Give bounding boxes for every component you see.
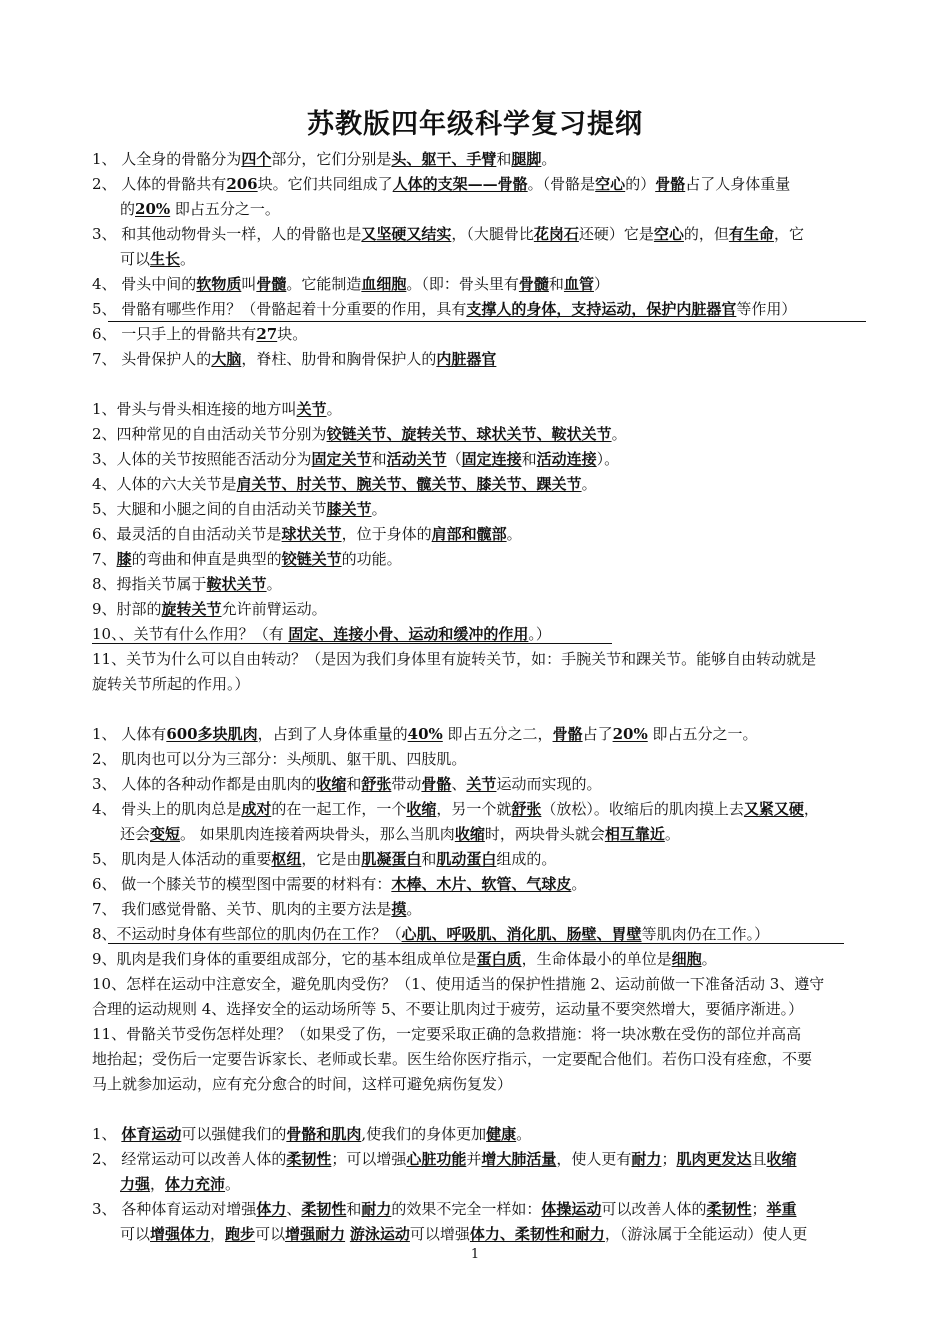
text-line: 1、 人体有600多块肌肉，占到了人身体重量的40% 即占五分之二，骨骼占了20% 即占五分之一。 xyxy=(92,725,758,743)
text-line: 6、最灵活的自由活动关节是球状关节，位于身体的肩部和髋部。 xyxy=(92,525,522,543)
page-title: 苏教版四年级科学复习提纲 xyxy=(307,109,643,140)
text-line: 2、四种常见的自由活动关节分别为铰链关节、旋转关节、球状关节、鞍状关节。 xyxy=(92,425,627,443)
text-line: 5、大腿和小腿之间的自由活动关节膝关节。 xyxy=(92,500,387,518)
text-line: 9、肌肉是我们身体的重要组成部分，它的基本组成单位是蛋白质，生命体最小的单位是细胞。 xyxy=(92,950,717,968)
text-line: 3、 和其他动物骨头一样，人的骨骼也是又坚硬又结实，（大腿骨比花岗石还硬）它是空心的，但有生命，它 xyxy=(92,225,804,243)
text-line: 10、怎样在运动中注意安全，避免肌肉受伤？（1、使用适当的保护性措施 2、运动前做一下准备活动 3、遵守 xyxy=(92,975,825,993)
text-line: 马上就参加运动，应有充分愈合的时间，这样可避免病伤复发） xyxy=(92,1075,513,1093)
text-line: 4、 骨头中间的软物质叫骨髓。它能制造血细胞。（即：骨头里有骨髓和血管） xyxy=(92,275,609,293)
text-line: 3、 人体的各种动作都是由肌肉的收缩和舒张带动骨骼、关节运动而实现的。 xyxy=(92,775,602,793)
text-line: 8、拇指关节属于鞍状关节。 xyxy=(92,575,282,593)
text-line: 11、骨骼关节受伤怎样处理？（如果受了伤，一定要采取正确的急救措施：将一块冰敷在受伤的部位并高高 xyxy=(92,1025,802,1043)
text-line: 2、 经常运动可以改善人体的柔韧性；可以增强心脏功能并增大肺活量，使人更有耐力；肌肉更发达且收缩 xyxy=(92,1150,797,1168)
text-line: 4、人体的六大关节是肩关节、肘关节、腕关节、髋关节、膝关节、踝关节。 xyxy=(92,475,597,493)
text-line: 4、 骨头上的肌肉总是成对的在一起工作，一个收缩，另一个就舒张（放松）。收缩后的肌肉摸上去又紧又硬， xyxy=(92,800,819,818)
text-line: 合理的运动规则 4、选择安全的运动场所等 5、不要让肌肉过于疲劳，运动量不要突然增大，要循序渐进。） xyxy=(92,1000,804,1018)
text-line: 地抬起；受伤后一定要告诉家长、老师或长辈。医生给你医疗指示，一定要配合他们。若伤口没有痊愈，不要 xyxy=(92,1050,813,1068)
text-line: 11、关节为什么可以自由转动？（是因为我们身体里有旋转关节，如：手腕关节和踝关节。能够自由转动就是 xyxy=(92,650,817,668)
underline-rule xyxy=(108,321,866,322)
text-line: 1、 体育运动可以强健我们的骨骼和肌肉,使我们的身体更加健康。 xyxy=(92,1125,532,1143)
text-line: 9、肘部的旋转关节允许前臂运动。 xyxy=(92,600,327,618)
text-line: 6、 一只手上的骨骼共有27块。 xyxy=(92,325,308,343)
text-line: 可以生长。 xyxy=(120,250,196,268)
text-line: 6、 做一个膝关节的模型图中需要的材料有：木棒、木片、软管、气球皮。 xyxy=(92,875,587,893)
text-line: 3、人体的关节按照能否活动分为固定关节和活动关节（固定连接和活动连接）。 xyxy=(92,450,620,468)
text-line: 1、骨头与骨头相连接的地方叫关节。 xyxy=(92,400,342,418)
underline-rule xyxy=(108,943,844,944)
text-line: 旋转关节所起的作用。） xyxy=(92,675,250,693)
text-line: 可以增强体力，跑步可以增强耐力 游泳运动可以增强体力、柔韧性和耐力，（游泳属于全能运动）使人更 xyxy=(120,1225,808,1243)
text-line: 2、 肌肉也可以分为三部分：头颅肌、躯干肌、四肢肌。 xyxy=(92,750,467,768)
text-line: 7、 我们感觉骨骼、关节、肌肉的主要方法是摸。 xyxy=(92,900,422,918)
text-line: 3、 各种体育运动对增强体力、柔韧性和耐力的效果不完全一样如：体操运动可以改善人体的柔韧性；举重 xyxy=(92,1200,797,1218)
text-line: 7、膝的弯曲和伸直是典型的铰链关节的功能。 xyxy=(92,550,402,568)
underline-rule xyxy=(92,643,612,644)
text-line: 5、 骨骼有哪些作用？（骨骼起着十分重要的作用，具有支撑人的身体，支持运动，保护内脏器官等作用） xyxy=(92,300,797,318)
page-number: 1 xyxy=(470,1247,480,1262)
text-line: 还会变短。 如果肌肉连接着两块骨头，那么当肌肉收缩时，两块骨头就会相互靠近。 xyxy=(120,825,680,843)
text-line: 1、 人全身的骨骼分为四个部分，它们分别是头、躯干、手臂和腿脚。 xyxy=(92,150,557,168)
text-line: 力强，体力充沛。 xyxy=(120,1175,241,1193)
text-line: 10、、关节有什么作用？（有 固定、连接小骨、运动和缓冲的作用。） xyxy=(92,625,551,643)
text-line: 5、 肌肉是人体活动的重要枢纽，它是由肌凝蛋白和肌动蛋白组成的。 xyxy=(92,850,557,868)
text-line: 的20% 即占五分之一。 xyxy=(120,200,280,218)
text-line: 8、不运动时身体有些部位的肌肉仍在工作？（心肌、呼吸肌、消化肌、肠壁、胃壁等肌肉仍在工作。） xyxy=(92,925,770,943)
text-line: 7、 头骨保护人的大脑，脊柱、肋骨和胸骨保护人的内脏器官 xyxy=(92,350,497,368)
text-line: 2、 人体的骨骼共有206块。它们共同组成了人体的支架——骨骼。（骨骼是空心的）骨骼占了人身体重量 xyxy=(92,175,791,193)
